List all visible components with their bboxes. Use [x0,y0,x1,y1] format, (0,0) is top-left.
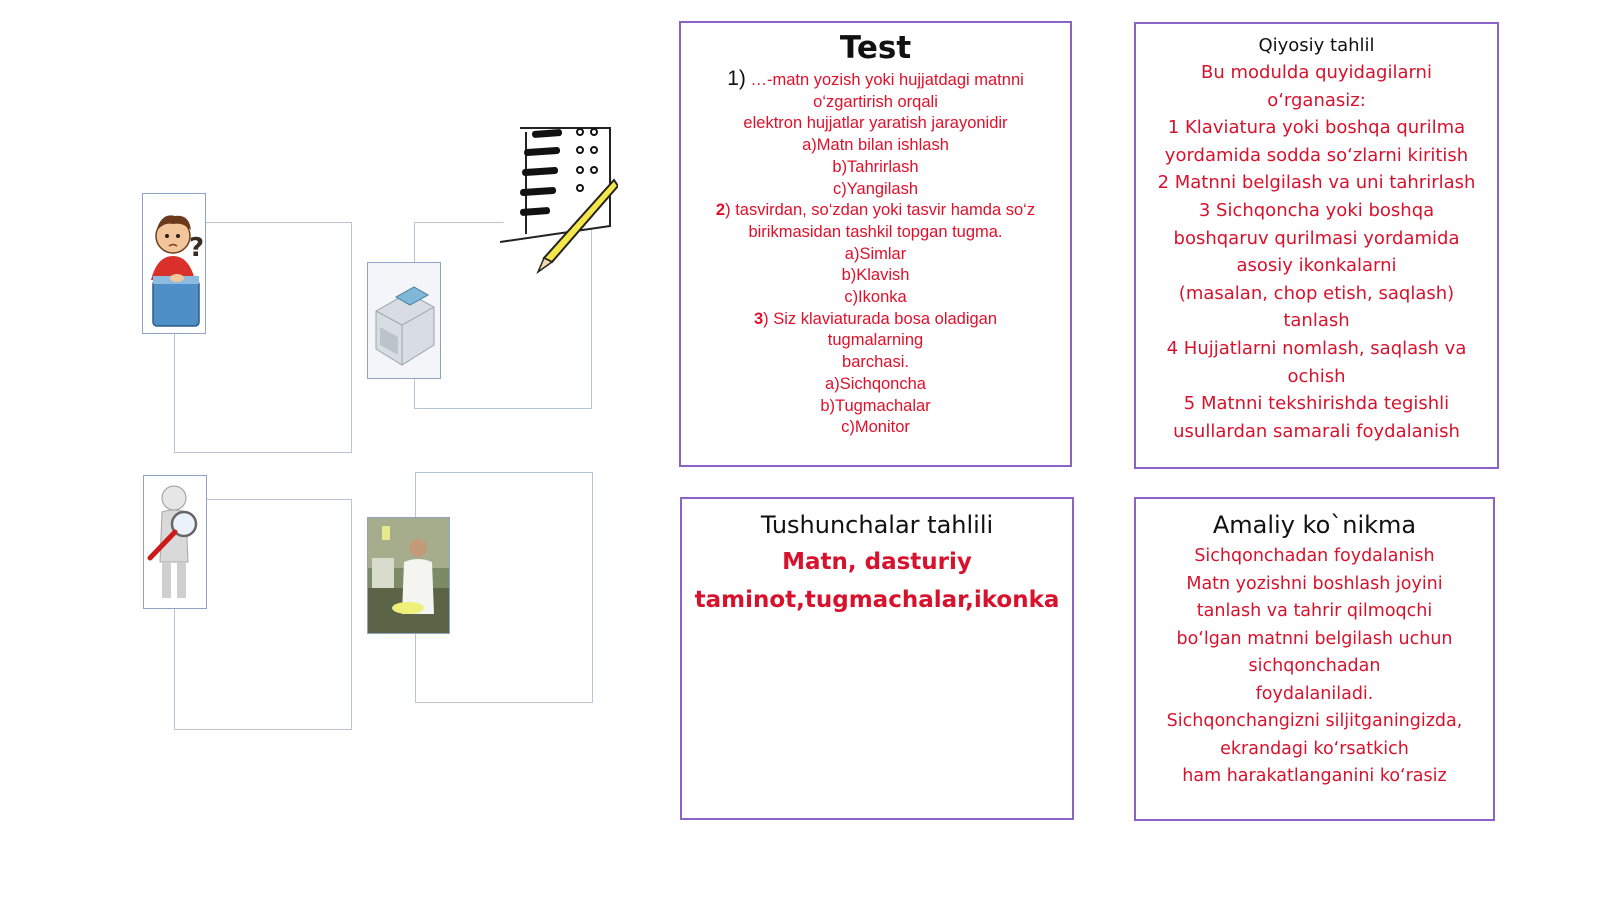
q3-line-2: tugmalarning [827,331,924,350]
qiyosiy-line: (masalan, chop etish, saqlash) [1178,282,1455,304]
amaliy-line: foydalaniladi. [1255,683,1374,704]
qiyosiy-line: asosiy ikonkalarni [1236,255,1397,277]
qiyosiy-title: Qiyosiy tahlil [1258,35,1375,56]
q2-option-a: a)Simlar [844,244,907,263]
printer-icon [367,262,441,379]
q1-line-1: 1) …-matn yozish yoki hujjatdagi matnni [727,67,1024,90]
q3-option-c: c)Monitor [841,418,910,437]
qiyosiy-line: usullardan samarali foydalanish [1173,420,1460,442]
test-body [681,68,1070,439]
amaliy-line: Matn yozishni boshlash joyini [1186,573,1443,594]
q3-line-3: barchasi. [842,353,909,372]
amaliy-line: sichqonchadan [1248,656,1381,676]
test-panel [679,21,1072,467]
test-title: Test [839,30,912,66]
amaliy-line: Sichqonchadan foydalanish [1194,546,1435,566]
amaliy-konikma-panel [1134,497,1495,821]
qiyosiy-line: ochish [1287,365,1346,387]
qiyosiy-line: 1 Klaviatura yoki boshqa qurilma [1167,117,1466,139]
qiyosiy-body [1136,59,1497,445]
q1-option-a: a)Matn bilan ishlash [802,136,949,155]
amaliy-title: Amaliy ko`nikma [1212,511,1417,539]
q3-line-1: 3) Siz klaviaturada bosa oladigan [753,309,998,328]
lab-photo-icon [367,517,450,634]
qiyosiy-line: Bu modulda quyidagilarni [1201,62,1432,83]
amaliy-line: ekrandagi ko‘rsatkich [1220,738,1409,759]
q1-option-b: b)Tahrirlash [832,157,919,176]
tushunchalar-line: Matn, dasturiy [782,549,972,575]
q2-line-1: 2) tasvirdan, so‘zdan yoki tasvir hamda so‘z [715,201,1036,220]
qiyosiy-tahlil-panel [1134,22,1499,469]
qiyosiy-line: yordamida sodda so‘zlarni kiritish [1164,144,1469,166]
q3-number: 3 [753,309,764,328]
q2-option-b: b)Klavish [841,266,910,285]
q3-option-a: a)Sichqoncha [825,374,926,393]
q1-option-c: c)Yangilash [833,179,918,198]
amaliy-line: bo‘lgan matnni belgilash uchun [1176,628,1453,649]
amaliy-line: ham harakatlanganini ko‘rasiz [1182,766,1447,786]
q2-line-2: birikmasidan tashkil topgan tugma. [748,222,1003,241]
qiyosiy-line: boshqaruv qurilmasi yordamida [1173,227,1460,249]
tushunchalar-body [682,543,1072,619]
q2-number: 2 [715,201,726,220]
q1-line-3: elektron hujjatlar yaratish jarayonidir [743,114,1008,133]
qiyosiy-line: 4 Hujjatlarni nomlash, saqlash va [1166,337,1467,359]
qiyosiy-line: o‘rganasiz: [1267,89,1366,111]
tushunchalar-title: Tushunchalar tahlili [760,511,994,539]
checklist-pen-icon [500,126,618,274]
qiyosiy-line: 2 Matnni belgilash va uni tahrirlash [1157,172,1476,194]
amaliy-body [1136,543,1493,791]
tushunchalar-line: taminot,tugmachalar,ikonka [694,587,1060,613]
tushunchalar-tahlili-panel [680,497,1074,820]
qiyosiy-line: tanlash [1283,310,1350,332]
qiyosiy-line: 5 Matnni tekshirishda tegishli [1183,393,1450,415]
q2-option-c: c)Ikonka [844,288,907,307]
qiyosiy-line: 3 Sichqoncha yoki boshqa [1198,199,1435,221]
magnifier-person-icon [143,475,207,609]
amaliy-line: Sichqonchangizni siljitganingizda, [1166,711,1463,731]
q3-option-b: b)Tugmachalar [820,396,931,415]
svg-text:?: ? [189,233,205,263]
q1-line-2: o‘zgartirish orqali [813,92,938,111]
thinking-student-icon [142,193,206,334]
amaliy-line: tanlash va tahrir qilmoqchi [1196,601,1433,621]
q1-number: 1 [727,67,739,90]
